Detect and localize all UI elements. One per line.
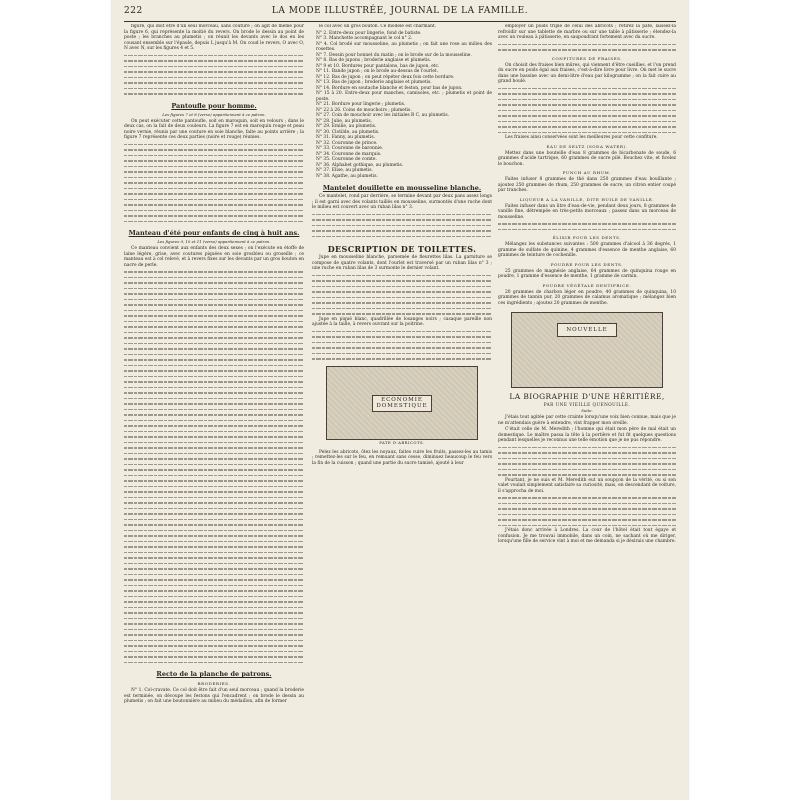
column-middle (312, 24, 492, 794)
paragraph: Ce mantelet, rond par derrière, se termine devant par deux pans assez longs ; il est garni avec des volants taillés en mousseline, surmontés d'une ruche dont le milieu est couvert avec un ruban lilas n° 3. (312, 194, 492, 210)
paragraph: On peut exécuter cette pantoufle, soit en maroquin, soit en velours ; dans le deux cas, on la fait de deux couleurs. La figure 7 est en maroquin rouge et peau noire vernie, réunis par une couture en soie blanche, faite au points arrière ; la figure 7 représente ces deux parties (noire et rouge) réunies. (124, 118, 304, 140)
list-item: N° 2. Entre-deux pour lingerie, fond de batiste. (316, 30, 422, 36)
list-item: N° 35. Couronne de comte. (316, 157, 377, 162)
paragraph: employer un poids triple de celui des abricots ; retirez la pâte, laissez-la refroidir sur une tablette de marbre ou sur une table à pâtisserie ; étendez-la avec un rouleau à pâtisserie, en saupoudrant fortement avec du sucre. (498, 24, 676, 40)
recipe-heading: POUDRE VÉGÉTALE DENTIFRICE. (542, 282, 632, 288)
list-item: N° 30. Clotilde, au plumetis. (316, 129, 380, 135)
list-item: N° 33. Couronne de baronnie. (316, 146, 384, 151)
list-item: N° 9 et 10. Bordures pour pantalons, bas de jupon, etc. (316, 63, 440, 69)
paragraph: C'était celle de M. Meredith ; l'homme qui était mon père de mal était un domestique. Le maître passa la tête à la portière et fut fit quelques questions pendant lesquelles je reconnus une telle émotion que je ne pus répondre. (498, 427, 676, 443)
list-item: N° 22 à 26. Coins de mouchoirs ; plumetis. (316, 107, 412, 113)
recipe-heading: LIQUEUR A LA VANILLE, DITE HUILE DE VANILLE. (519, 196, 655, 202)
list-item: N° 38. Agathe, au plumetis. (316, 173, 378, 179)
recipe-heading: ÉLIXIR POUR LES DENTS. (552, 235, 622, 240)
column-left (124, 24, 304, 794)
recipe-heading: POUDRE POUR LES DENTS. (550, 261, 624, 267)
paragraph: Jupe en piqué blanc, quadrillée de losanges noirs ; casaque pareille non ajustée à la taille, à revers ouvrant sur la poitrine. (312, 316, 492, 327)
recipe-heading: CONFITURES DE FRAISES. (551, 55, 623, 61)
embroidery-list (312, 31, 492, 180)
column-right (498, 24, 676, 794)
list-item: N° 28. Julie, au plumetis. (316, 118, 373, 124)
paragraph: J'étais tout agitée par cette crainte lorsqu'une voix bien connue, mais que je ne m'attendais guère à entendre, vint frapper mon oreille. (498, 415, 676, 426)
paragraph: On choisit des fraises bien mûres, qui viennent d'être cueillies, et l'on prend du sucre en poids égal aux fraises, c'est-à-dire livre pour livre. On met le sucre dans une bassine avec un demi-litre d'eau par kilogramme ; on la fait cuire au grand boulé. (498, 62, 676, 84)
section-subtitle: Les figures 9, 10 et 11 (verso) appartiennent à ce patron. (157, 239, 271, 244)
list-item: N° 31. Fanny, au plumetis. (316, 135, 375, 140)
paragraph: J'étais donc arrivée à Londres. La cour de l'hôtel était tout égaye et confusion. Je me trouvai immobile, dans un coin, ne sachant où me diriger, lorsqu'une fille de service vint à moi et me demanda si je désirais une chambre. (498, 528, 676, 544)
section-subtitle: BRODERIES. (197, 681, 231, 686)
journal-title: LA MODE ILLUSTRÉE, JOURNAL DE LA FAMILLE. (271, 6, 529, 16)
story-author: PAR UNE VIEILLE QUENOUILLE. (543, 402, 631, 407)
vignette-title-line1: ECONOMIE (381, 397, 423, 404)
list-item: N° 13. Bas de jupon ; broderie anglaise et plumetis. (316, 80, 432, 85)
list-item: N° 4. Col brodé sur mousseline, au plumetis ; on fait une rose au milieu des rosettes. (316, 41, 492, 52)
section-subtitle: Les figures 7 et 8 (verso) appartiennent à ce patron. (162, 111, 266, 117)
paragraph: N° 1. Col-cravate. Ce col doit être fait d'un seul morceau ; quand la broderie est terminée, on découpe les festons qui l'encadrent ; on brode le dessin au plumetis ; on fait une boutonnière au milieu du médaillon, afin de former (124, 688, 304, 704)
list-item: N° 14. Bordure en soutache blanche et feston, pour bas de jupon. (316, 85, 463, 91)
list-item: N° 36. Alphabet gothique, au plumetis. (316, 162, 404, 168)
page-number: 222 (124, 6, 143, 16)
list-item: N° 29. Emilie, au plumetis. (316, 124, 377, 129)
paragraph: figure, qui doit être d'un seul morceau, sans couture ; on agit de même pour la figure 6, qui représente la moitié du revers. On brode le dessin au point de poste ; les branches au plumetis ; on réunit les devants avec le dos en les cousant ensemble sur l'épaule, depuis L jusqu'à M. On coud le revers, O avec O, N avec N, sur les figures 4 et 5. (124, 24, 304, 51)
list-item: N° 12. Bas de jupon ; on peut répéter deux fois cette bordure. (316, 74, 455, 80)
paragraph: Mettez dans une bouteille d'eau 8 grammes de bicarbonate de soude, 6 grammes d'acide tartrique, 60 grammes de sucre pilé. Bouchez vite, et ficelez le bouchon. (498, 150, 676, 167)
section-heading-recto: Recto de la planche de patrons. (156, 670, 272, 678)
paragraph: 20 grammes de charbon léger en poudre, 40 grammes de quinquina, 10 grammes de tannin pur, 20 grammes de calamus aromatique ; mélangez bien ces ingrédients ; ajoutez 20 grammes de menthe. (498, 289, 676, 306)
paragraph: Ce manteau convient aux enfants des deux sexes ; on l'exécute en étoffe de laine légère, grise, avec coutures piquées en soie grosbleu ou groseille ; ce manteau est à col relevé, et à revers fixes sur les devants par un gros bouton en nacre de perle. (124, 246, 304, 268)
paragraph: Les fraises ainsi conservées sont les meilleures pour cette confiture. (505, 135, 658, 140)
list-item: N° 8. Bas de jupons ; broderie anglaise et plumetis. (316, 58, 432, 63)
paragraph: Jupe en mousseline blanche, parsemée de fleurettes lilas. La garniture se compose de quatre volants, dont l'ourlet est traversé par un ruban lilas n° 3 ; une ruche en ruban lilas de 3 surmonte le dernier volant. (312, 255, 492, 271)
list-item: N° 32. Couronne de prince. (316, 140, 378, 146)
story-title: LA BIOGRAPHIE D'UNE HÉRITIÈRE, (509, 392, 665, 401)
list-item: N° 3. Manchette accompagnant le col n° 2. (316, 36, 413, 41)
section-heading-toilettes: DESCRIPTION DE TOILETTES. (327, 244, 477, 254)
nouvelle-vignette (511, 312, 663, 388)
vignette-title: NOUVELLE (566, 327, 608, 334)
paragraph: Faites infuser 8 grammes de thé dans 250 grammes d'eau bouillante ; ajoutez 250 grammes de rhum, 250 grammes de sucre, un citron entier coupé par tranches. (498, 177, 676, 193)
list-item: N° 37. Elise, au plumetis. (316, 168, 373, 173)
page-header (124, 6, 676, 20)
paragraph: 25 grammes de magnésie anglaise, 64 grammes de quinquina rouge en poudre, 1 gramme d'essence de menthe, 1 gramme de carmin. (498, 268, 676, 279)
list-item: N° 34. Couronne de marquis. (316, 151, 382, 157)
vignette-caption: PATE D'ABRICOTS. (379, 440, 425, 445)
paragraph: le col avec un gros bouton. Ce modèle est charmant. (319, 24, 437, 29)
list-item: N° 21. Bordure pour lingerie ; plumetis. (316, 102, 406, 107)
paragraph: Pourtant, je ne suis et M. Meredith eut un soupçon de la vérité, ou si son valet voulait simplement satisfaire sa curiosité, mais, en descendant de voiture, il s'approcha de moi. (498, 477, 676, 494)
paragraph: Mélangez les substances suivantes : 500 grammes d'alcool à 36 degrés, 1 gramme de sulfate de quinine, 4 grammes d'essence de menthe anglaise, 60 grammes de teinture de cochenille. (498, 242, 676, 258)
vignette-title-line2: DOMESTIQUE (376, 403, 428, 410)
header-rule (124, 21, 676, 22)
recipe-heading: PUNCH AU RHUM. (562, 170, 612, 175)
section-heading-pantoufle: Pantoufle pour homme. (171, 101, 257, 110)
section-heading-mantelet: Mantelet douillette en mousseline blanche. (322, 184, 482, 192)
paragraph: Faites infuser dans un litre d'eau-de-vie, pendant deux jours, 8 grammes de vanille fine, détrempée en très-petits morceaux ; passez dans un morceau de mousseline. (498, 203, 676, 220)
list-item: N° 11. Bande jupon ; on le brode au-dessus de l'ourlet. (316, 69, 439, 74)
recipe-heading: EAU DE SELTZ (SODA WATER). (546, 143, 628, 149)
list-item: N° 15 à 20. Entre-deux pour manches, camisoles, etc. ; plumetis et point de poste. (316, 91, 492, 102)
section-heading-manteau: Manteau d'été pour enfants de cinq à huit ans. (128, 229, 300, 237)
list-item: N° 7. Dessin pour bonnet du matin ; on le brode sur de la mousseline. (316, 52, 472, 58)
story-continuation: Suite. (581, 408, 593, 413)
newspaper-page (112, 0, 688, 800)
economie-domestique-vignette (326, 366, 478, 445)
list-item: N° 27. Coin de mouchoir avec les initiales B C, au plumetis. (316, 113, 450, 118)
paragraph: Pelez les abricots, ôtez les noyaux, faites cuire les fruits, passez-les au tamis ; remettez-les sur le feu, en remuant sans cesse, diminuez beaucoup le feu vers la fin de la cuisson ; quand une partie du sucre tamisé, ajouté à leur (312, 449, 492, 466)
